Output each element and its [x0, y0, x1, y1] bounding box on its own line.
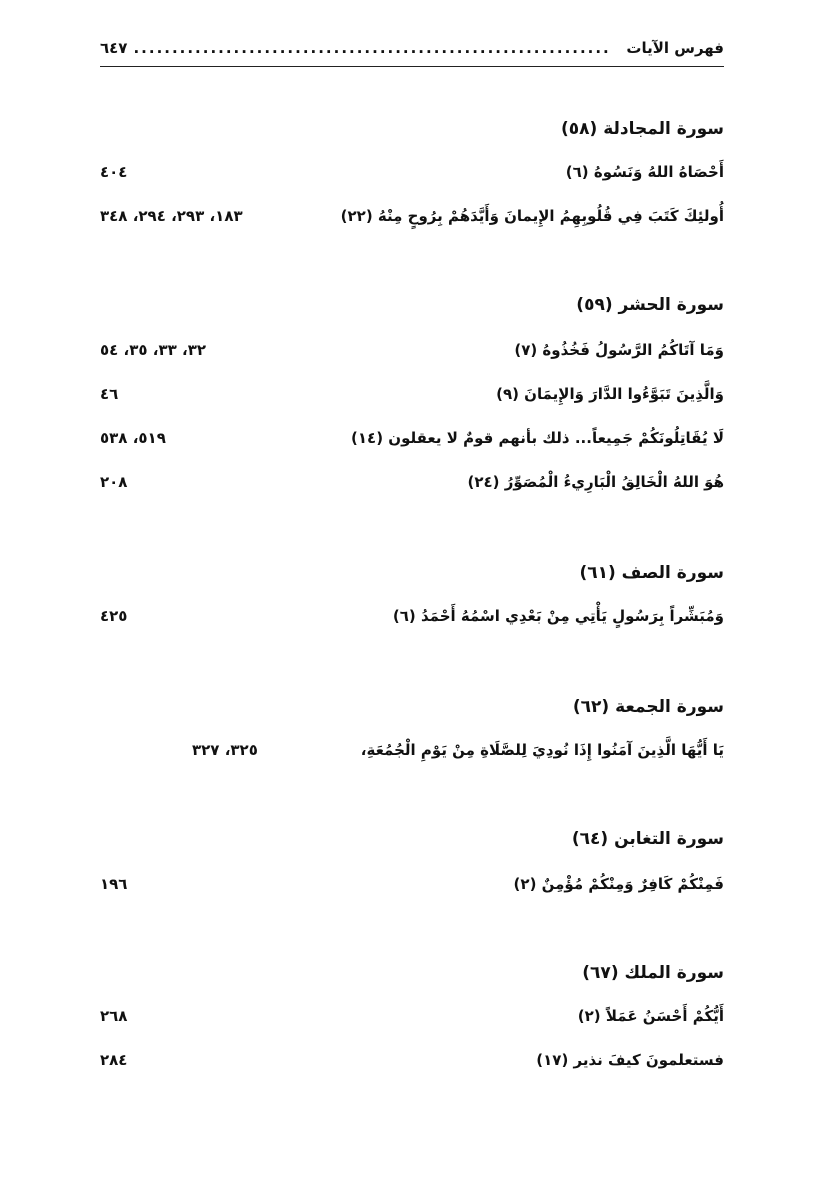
page-refs: ٢٦٨: [100, 1007, 128, 1025]
index-entry: [100, 1007, 724, 1037]
index-entry: [100, 163, 724, 193]
verse-text: يَا أَيُّهَا الَّذِينَ آمَنُوا إِذَا نُودِيَ لِلصَّلَاةِ مِنْ يَوْمِ الْجُمُعَةِ،: [360, 741, 724, 759]
verse-text: فستعلمونَ كيفَ نذير (١٧): [536, 1051, 724, 1069]
page-number: ٦٤٧: [100, 39, 128, 57]
index-entry: [100, 607, 724, 637]
verse-text: هُوَ اللهُ الْخَالِقُ الْبَارِيءُ الْمُصَوِّرُ (٢٤): [467, 473, 724, 491]
surah-heading: سورة الحشر (٥٩): [576, 295, 724, 315]
verse-text: وَمُبَشِّراً بِرَسُولٍ يَأْتِي مِنْ بَعْدِي اسْمُهُ أَحْمَدُ (٦): [392, 607, 724, 625]
verse-text: أَحْصَاهُ اللهُ وَنَسُوهُ (٦): [565, 163, 724, 181]
surah-heading: سورة المجادلة (٥٨): [560, 119, 724, 139]
verse-text: فَمِنْكُمْ كَافِرٌ وَمِنْكُمْ مُؤْمِنٌ (٢): [513, 875, 724, 893]
index-page: [100, 30, 724, 1069]
page-refs: ١٨٣، ٢٩٣، ٢٩٤، ٣٤٨: [100, 207, 243, 225]
page-header: [100, 30, 724, 67]
surah-heading: سورة الجمعة (٦٢): [572, 697, 724, 717]
verse-text: وَالَّذِينَ تَبَوَّءُوا الدَّارَ وَالإِيمَانَ (٩): [496, 385, 724, 403]
page-refs: ٣٢، ٣٣، ٣٥، ٥٤: [100, 341, 207, 359]
index-entry: [100, 1051, 724, 1081]
index-entry: [100, 429, 724, 459]
page-refs: ٣٢٥، ٣٢٧: [192, 741, 258, 759]
index-entry: [100, 875, 724, 905]
page-refs: ٤٢٥: [100, 607, 128, 625]
index-entry: [100, 741, 724, 771]
index-entry: [100, 207, 724, 237]
running-title: فهرس الآيات: [626, 39, 724, 57]
surah-heading: سورة الصف (٦١): [579, 563, 724, 583]
page-refs: ٤٠٤: [100, 163, 128, 181]
leader-dots: ..............................................................: [133, 39, 611, 57]
verse-text: لَا يُقَاتِلُونَكُمْ جَمِيعاً... ذلك بأنهم قومٌ لا يعقلون (١٤): [351, 429, 724, 447]
page-refs: ٢٨٤: [100, 1051, 128, 1069]
index-entry: [100, 473, 724, 503]
page-refs: ٢٠٨: [100, 473, 128, 491]
verse-text: وَمَا آتَاكُمُ الرَّسُولُ فَخُذُوهُ (٧): [514, 341, 724, 359]
page-refs: ١٩٦: [100, 875, 128, 893]
page-refs: ٥١٩، ٥٣٨: [100, 429, 166, 447]
index-entry: [100, 385, 724, 415]
verse-text: أَيُّكُمْ أَحْسَنُ عَمَلاً (٢): [577, 1007, 724, 1025]
verse-text: أُولئِكَ كَتَبَ فِي قُلُوبِهِمُ الإِيمانَ وَأَيَّدَهُمْ بِرُوحٍ مِنْهُ (٢٢): [340, 207, 724, 225]
surah-heading: سورة التغابن (٦٤): [571, 829, 724, 849]
surah-heading: سورة الملك (٦٧): [582, 963, 724, 983]
page-refs: ٤٦: [100, 385, 119, 403]
index-entry: [100, 341, 724, 371]
